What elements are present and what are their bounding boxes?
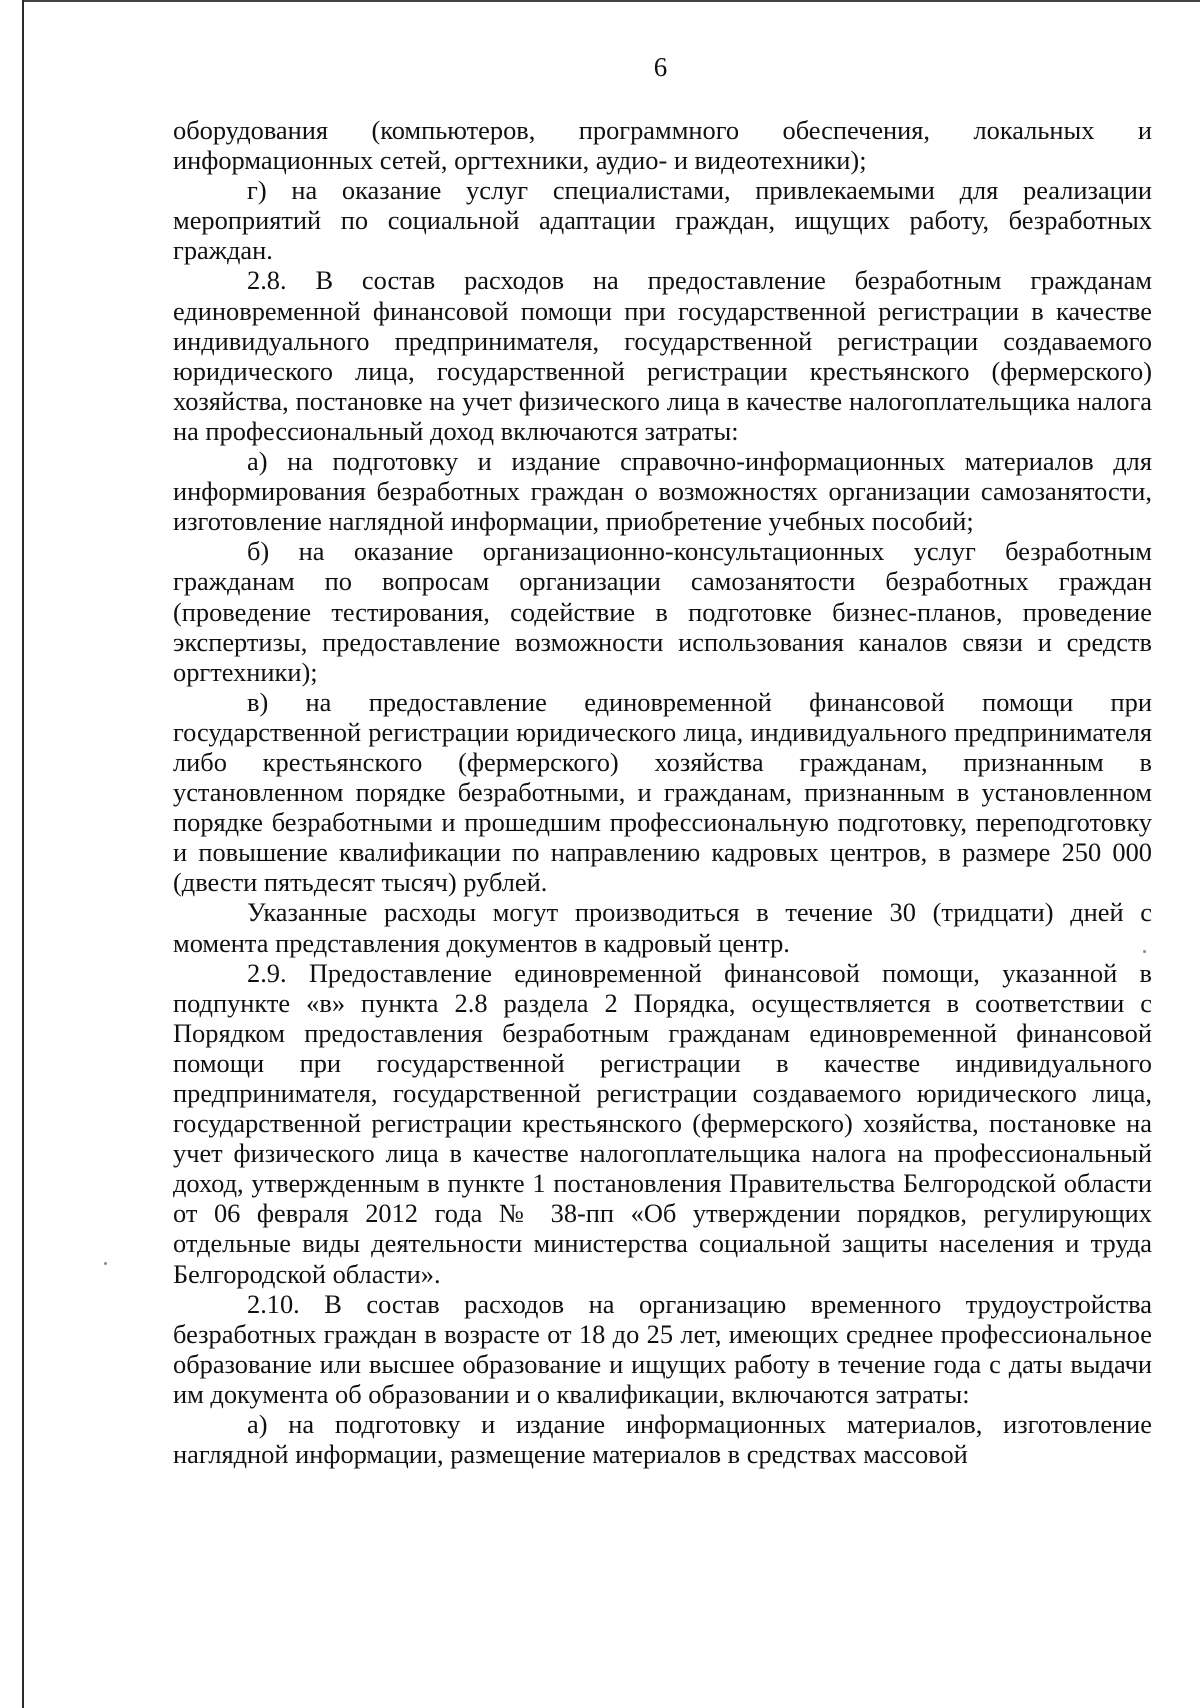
- paragraph-2-8-item-a: а) на подготовку и издание справочно-информационных материалов для информирования безработных граждан о возможностях организации самозанятости, изготовление наглядной информации, приобретение учебных пособий;: [173, 446, 1152, 537]
- document-body: [173, 115, 1152, 1469]
- paragraph-item-g: г) на оказание услуг специалистами, привлекаемыми для реализации мероприятий по социальной адаптации граждан, ищущих работу, безработных граждан.: [173, 175, 1152, 266]
- scan-speck: [1143, 950, 1146, 953]
- scan-edge-top: [22, 0, 1200, 2]
- scan-edge-left: [22, 0, 24, 1708]
- paragraph-2-9: 2.9. Предоставление единовременной финансовой помощи, указанной в подпункте «в» пункта 2.8 раздела 2 Порядка, осуществляется в соответствии с Порядком предоставления безработным гражданам единовременной финансовой помощи при государственной регистрации в качестве индивидуального предпринимателя, государственной регистрации создаваемого юридического лица, государственной регистрации крестьянского (фермерского) хозяйства, постановке на учет физического лица в качестве налогоплательщика налога на профессиональный доход, утвержденным в пункте 1 постановления Правительства Белгородской области от 06 февраля 2012 года № 38-пп «Об утверждении порядков, регулирующих отдельные виды деятельности министерства социальной защиты населения и труда Белгородской области».: [173, 957, 1152, 1289]
- paragraph-2-8-item-v: в) на предоставление единовременной финансовой помощи при государственной регистрации юридического лица, индивидуального предпринимателя либо крестьянского (фермерского) хозяйства гражданам, признанным в установленном порядке безработными, и гражданам, признанным в установленном порядке безработными и прошедшим профессиональную подготовку, переподготовку и повышение квалификации по направлению кадровых центров, в размере 250 000 (двести пятьдесят тысяч) рублей.: [173, 686, 1152, 898]
- paragraph-2-8: 2.8. В состав расходов на предоставление безработным гражданам единовременной финансовой помощи при государственной регистрации в качестве индивидуального предпринимателя, государственной регистрации создаваемого юридического лица, государственной регистрации крестьянского (фермерского) хозяйства, постановке на учет физического лица в качестве налогоплательщика налога на профессиональный доход включаются затраты:: [173, 265, 1152, 446]
- paragraph-2-10: 2.10. В состав расходов на организацию временного трудоустройства безработных граждан в возрасте от 18 до 25 лет, имеющих среднее профессиональное образование или высшее образование и ищущих работу в течение года с даты выдачи им документа об образовании и о квалификации, включаются затраты:: [173, 1288, 1152, 1409]
- paragraph-equipment-continuation: оборудования (компьютеров, программного обеспечения, локальных и информационных сетей, оргтехники, аудио- и видеотехники);: [173, 115, 1152, 176]
- paragraph-2-8-item-b: б) на оказание организационно-консультационных услуг безработным гражданам по вопросам организации самозанятости безработных граждан (проведение тестирования, содействие в подготовке бизнес-планов, проведение экспертизы, предоставление возможности использования каналов связи и средств оргтехники);: [173, 536, 1152, 687]
- scan-speck: [104, 1262, 107, 1265]
- page-number: 6: [653, 52, 668, 82]
- paragraph-expenses-term: Указанные расходы могут производиться в течение 30 (тридцати) дней с момента представления документов в кадровый центр.: [173, 897, 1152, 958]
- paragraph-2-10-item-a: а) на подготовку и издание информационных материалов, изготовление наглядной информации, размещение материалов в средствах массовой: [173, 1409, 1152, 1470]
